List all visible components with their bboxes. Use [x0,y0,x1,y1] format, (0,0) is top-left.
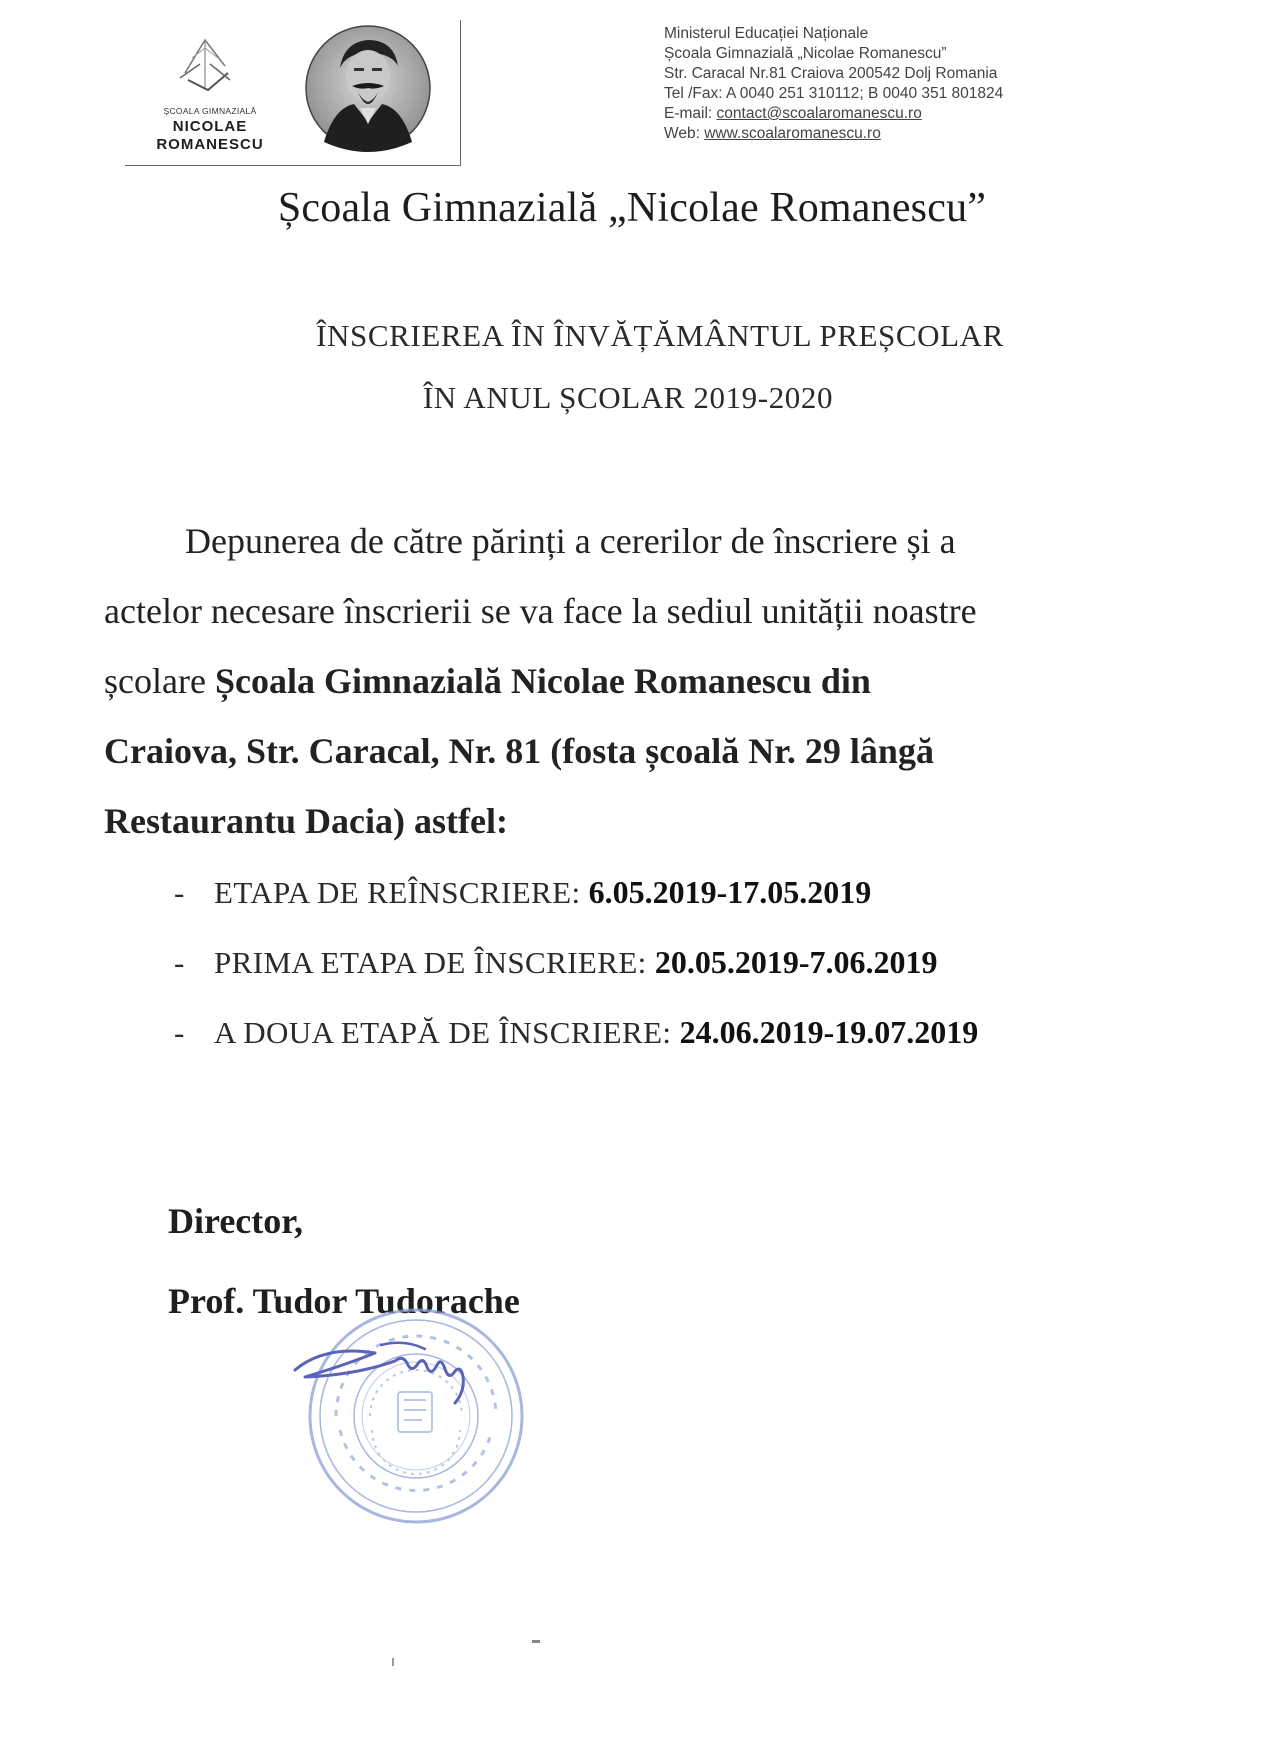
portrait-image [304,24,432,152]
paragraph-line-3-plain: școlare [104,661,215,701]
document-heading-line2: ÎN ANUL ȘCOLAR 2019-2020 [422,380,834,415]
email-line [664,104,1003,124]
document-heading-line1: ÎNSCRIEREA ÎN ÎNVĂȚĂMÂNTUL PREȘCOLAR [316,318,1004,353]
paragraph-line-4 [104,730,934,772]
school-line: Școala Gimnazială „Nicolae Romanescu” [664,45,947,62]
stage-label: ETAPA DE REÎNSCRIERE: [214,875,581,910]
paragraph-line-3 [104,660,871,702]
scan-speck [392,1658,394,1666]
contact-block [664,24,1003,144]
paragraph-line-1: Depunerea de către părinți a cererilor de înscriere și a [185,521,956,561]
email-link[interactable]: contact@scoalaromanescu.ro [716,105,922,122]
paragraph-line-5-bold: Restaurantu Dacia) astfel: [104,801,508,841]
letterhead-divider-vertical [460,20,461,166]
stage-dates: 6.05.2019-17.05.2019 [588,874,872,910]
ministry-line: Ministerul Educației Naționale [664,25,869,42]
school-title: Școala Gimnazială „Nicolae Romanescu” [277,185,987,231]
stage-item [174,874,871,911]
stage-label: A DOUA ETAPĂ DE ÎNSCRIERE: [214,1015,672,1050]
web-line [664,124,1003,144]
school-logo-icon [150,18,260,110]
handwritten-signature-icon [285,1325,495,1415]
scan-speck [532,1640,540,1643]
logo-name-line1: NICOLAE [172,118,248,135]
address-line: Str. Caracal Nr.81 Craiova 200542 Dolj Romania [664,65,998,82]
paragraph-line-5 [104,800,508,842]
web-link[interactable]: www.scoalaromanescu.ro [704,125,881,142]
stage-dates: 24.06.2019-19.07.2019 [679,1014,979,1050]
logo-name-line2: ROMANESCU [156,136,264,153]
email-label: E-mail: [664,105,713,122]
web-label: Web: [664,125,700,142]
letterhead-divider-horizontal [125,165,461,166]
bullet-dash: - [174,875,185,910]
stage-item [174,944,938,981]
paragraph-line-3-bold: Școala Gimnazială Nicolae Romanescu din [214,661,871,701]
bullet-dash: - [174,945,185,980]
logo-caption: ȘCOALA GIMNAZIALĂ [163,106,257,116]
stage-dates: 20.05.2019-7.06.2019 [654,944,938,980]
stage-label: PRIMA ETAPA DE ÎNSCRIERE: [214,945,647,980]
paragraph-line-4-bold: Craiova, Str. Caracal, Nr. 81 (fosta școală Nr. 29 lângă [104,731,934,771]
signature-name: Prof. Tudor Tudorache [168,1281,520,1321]
bullet-dash: - [174,1015,185,1050]
phone-line: Tel /Fax: A 0040 251 310112; B 0040 351 801824 [664,85,1004,102]
signature-title: Director, [168,1201,303,1241]
stage-item [174,1014,978,1051]
paragraph-line-2: actelor necesare înscrierii se va face la sediul unității noastre [104,591,977,631]
